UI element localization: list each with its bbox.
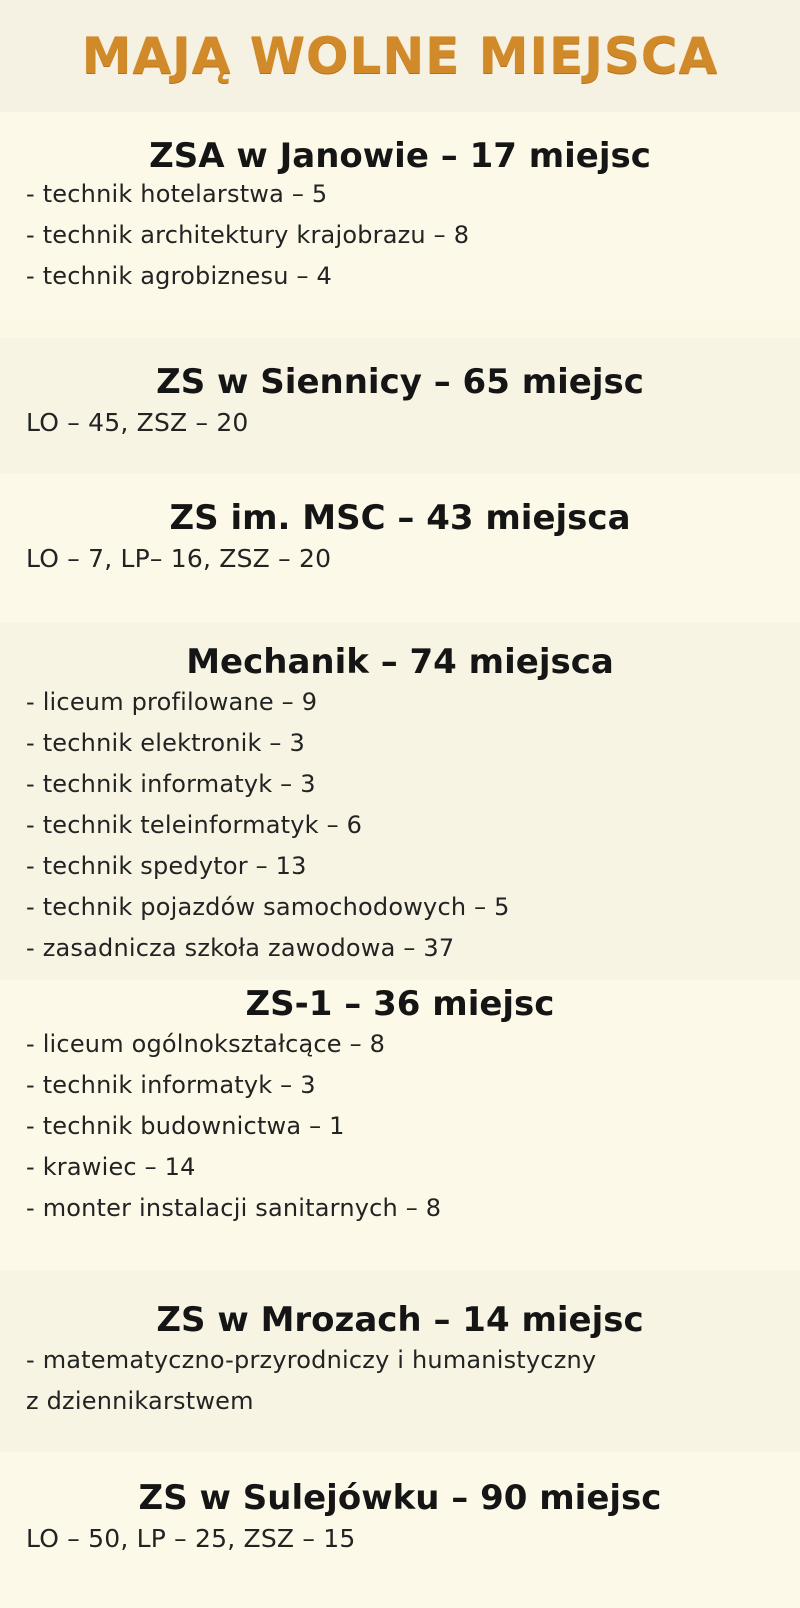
school-section-mrozy [0, 1270, 800, 1452]
school-heading: ZS im. MSC – 43 miejsca [169, 498, 631, 538]
school-line: - technik architektury krajobrazu – 8 [26, 221, 470, 249]
school-line: - monter instalacji sanitarnych – 8 [26, 1194, 442, 1222]
school-line: - technik agrobiznesu – 4 [26, 262, 332, 290]
school-heading: ZS w Mrozach – 14 miejsc [156, 1300, 644, 1340]
school-heading: ZS w Sulejówku – 90 miejsc [138, 1478, 662, 1518]
school-line: - technik budownictwa – 1 [26, 1112, 345, 1140]
school-heading: ZSA w Janowie – 17 miejsc [149, 136, 651, 176]
school-section-zs1 [0, 980, 800, 1270]
school-section-mechanik [0, 622, 800, 980]
school-line: LO – 50, LP – 25, ZSZ – 15 [26, 1524, 356, 1553]
school-line: - technik hotelarstwa – 5 [26, 180, 328, 208]
school-line: - technik pojazdów samochodowych – 5 [26, 893, 510, 921]
school-section-sulejowek [0, 1452, 800, 1608]
school-line: LO – 7, LP– 16, ZSZ – 20 [26, 544, 332, 573]
school-line: z dziennikarstwem [26, 1387, 254, 1415]
school-line: - liceum ogólnokształcące – 8 [26, 1030, 386, 1058]
school-line: - liceum profilowane – 9 [26, 688, 318, 716]
school-section-msc [0, 474, 800, 622]
school-line: - technik spedytor – 13 [26, 852, 307, 880]
school-line: - zasadnicza szkoła zawodowa – 37 [26, 934, 455, 962]
school-heading: ZS-1 – 36 miejsc [245, 984, 555, 1024]
title-banner [0, 0, 800, 113]
school-line: - technik teleinformatyk – 6 [26, 811, 363, 839]
school-section-siennica [0, 338, 800, 474]
school-line: - matematyczno-przyrodniczy i humanistyczny [26, 1346, 597, 1374]
school-line: - krawiec – 14 [26, 1153, 196, 1181]
school-line: LO – 45, ZSZ – 20 [26, 408, 249, 437]
school-section-janow [0, 112, 800, 322]
school-line: - technik informatyk – 3 [26, 770, 316, 798]
school-line: - technik informatyk – 3 [26, 1071, 316, 1099]
school-heading: ZS w Siennicy – 65 miejsc [156, 362, 644, 402]
school-heading: Mechanik – 74 miejsca [186, 642, 614, 682]
page-title: MAJĄ WOLNE MIEJSCA [81, 27, 719, 85]
school-line: - technik elektronik – 3 [26, 729, 305, 757]
